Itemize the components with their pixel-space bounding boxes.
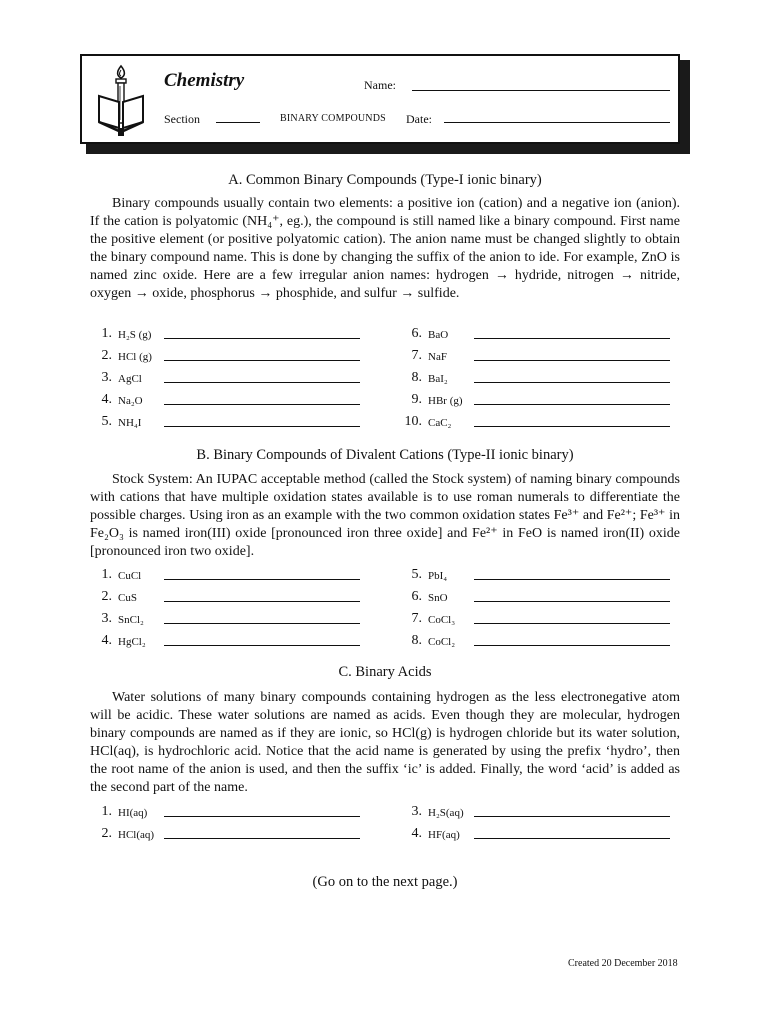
question-item [90,567,390,587]
torch-book-logo-icon [96,62,146,140]
answer-field[interactable] [474,816,670,817]
question-number: 4. [101,633,112,648]
question-number: 1. [101,567,112,582]
question-item [90,589,390,609]
question-number: 1. [101,804,112,819]
question-item [400,348,700,368]
section-b-title: B. Binary Compounds of Divalent Cations (Type-II ionic binary) [196,447,574,463]
question-formula: HI(aq) [118,807,148,819]
question-formula: PbI₄ [428,570,448,582]
answer-field[interactable] [474,645,670,646]
question-item [90,348,390,368]
question-number: 2. [101,348,112,363]
question-number: 5. [101,414,112,429]
answer-field[interactable] [164,404,360,405]
date-label: Date: [406,112,432,126]
question-formula: HCl (g) [118,351,152,363]
question-formula: NH₄I [118,417,142,429]
answer-field[interactable] [164,816,360,817]
question-formula: HBr (g) [428,395,463,407]
question-formula: CuCl [118,570,142,582]
question-formula: SnO [428,592,448,604]
name-field[interactable] [412,90,670,91]
question-number: 8. [411,633,422,648]
question-formula: SnCl₂ [118,614,144,626]
section-label: Section [164,112,200,126]
answer-field[interactable] [164,338,360,339]
topic-label: BINARY COMPOUNDS [280,113,386,124]
question-item [400,589,700,609]
answer-field[interactable] [164,838,360,839]
question-formula: BaO [428,329,449,341]
question-number: 9. [411,392,422,407]
answer-field[interactable] [164,382,360,383]
question-item [90,392,390,412]
question-item [400,804,700,824]
answer-field[interactable] [164,579,360,580]
question-item [400,826,700,846]
answer-field[interactable] [474,623,670,624]
section-c-title: C. Binary Acids [338,664,432,680]
worksheet-header [80,54,680,144]
answer-field[interactable] [474,426,670,427]
created-date: Created 20 December 2018 [568,958,678,969]
answer-field[interactable] [474,404,670,405]
question-item [90,611,390,631]
question-formula: H₂S(aq) [428,807,464,819]
question-item [400,370,700,390]
question-number: 4. [101,392,112,407]
answer-field[interactable] [474,579,670,580]
question-item [400,633,700,653]
answer-field[interactable] [164,623,360,624]
answer-field[interactable] [474,360,670,361]
answer-field[interactable] [474,382,670,383]
question-number: 7. [411,348,422,363]
question-item [90,826,390,846]
answer-field[interactable] [164,601,360,602]
section-field[interactable] [216,122,260,123]
question-formula: Na₂O [118,395,143,407]
answer-field[interactable] [474,601,670,602]
question-number: 3. [411,804,422,819]
question-number: 6. [411,326,422,341]
question-formula: CoCl₂ [428,636,456,648]
question-item [90,326,390,346]
answer-field[interactable] [164,645,360,646]
question-number: 1. [101,326,112,341]
question-item [90,414,390,434]
question-formula: CaC₂ [428,417,452,429]
question-item [400,392,700,412]
question-item [90,804,390,824]
question-number: 2. [101,826,112,841]
question-formula: HCl(aq) [118,829,155,841]
question-item [90,633,390,653]
question-item [400,567,700,587]
question-formula: BaI₂ [428,373,448,385]
question-formula: NaF [428,351,447,363]
question-item [400,326,700,346]
question-item [90,370,390,390]
answer-field[interactable] [164,426,360,427]
question-number: 7. [411,611,422,626]
name-label: Name: [364,78,396,92]
question-number: 3. [101,370,112,385]
section-c-paragraph: Water solutions of many binary compounds containing hydrogen as the less electronegative atom will be acidic. These water solutions are named as acids. Even though they are molecular, hydrogen binary compounds are named as if they are ionic, so HCl(g) is hydrogen chloride but its water solution, HCl(aq), is hydrochloric acid. Notice that the acid name is generated by using the prefix ‘hydro’, then the root name of the anion is used, and then the suffix ‘ic’ is added. Finally, the word ‘acid’ is added as the second part of the name. [90,690,680,795]
question-number: 10. [404,414,422,429]
continue-note: (Go on to the next page.) [312,874,458,890]
question-number: 8. [411,370,422,385]
answer-field[interactable] [474,338,670,339]
question-formula: AgCl [118,373,142,385]
section-a-paragraph: Binary compounds usually contain two elements: a positive ion (cation) and a negative ion (anion). If the cation is polyatomic (NH₄⁺, eg.), the compound is still named like a binary compound. First name the positive element (or positive polyatomic cation). The anion name must be changed slightly to obtain the binary compound name. This is done by changing the suffix of the anion to ide. For example, ZnO is named zinc oxide. Here are a few irregular anion names: hydrogen → hydride, nitrogen → nitride, oxygen → oxide, phosphorus → phosphide, and sulfur → sulfide. [90,196,680,301]
date-field[interactable] [444,122,670,123]
answer-field[interactable] [164,360,360,361]
question-item [400,414,700,434]
question-formula: CoCl₃ [428,614,456,626]
answer-field[interactable] [474,838,670,839]
course-title: Chemistry [164,70,245,91]
section-b-paragraph: Stock System: An IUPAC acceptable method (called the Stock system) of naming binary compounds with cations that have multiple oxidation states available is to use roman numerals to differentiate the possible charges. Using iron as an example with the two common oxidation states Fe³⁺ and Fe²⁺; Fe³⁺ in Fe₂O₃ is named iron(III) oxide [pronounced iron three oxide] and Fe²⁺ in FeO is named iron(II) oxide [pronounced iron two oxide]. [90,472,680,559]
question-formula: HgCl₂ [118,636,146,648]
question-formula: H₂S (g) [118,329,152,341]
question-formula: HF(aq) [428,829,460,841]
question-number: 5. [411,567,422,582]
question-number: 6. [411,589,422,604]
question-number: 4. [411,826,422,841]
section-a-title: A. Common Binary Compounds (Type-I ionic binary) [228,172,542,188]
question-number: 3. [101,611,112,626]
question-formula: CuS [118,592,137,604]
question-item [400,611,700,631]
question-number: 2. [101,589,112,604]
